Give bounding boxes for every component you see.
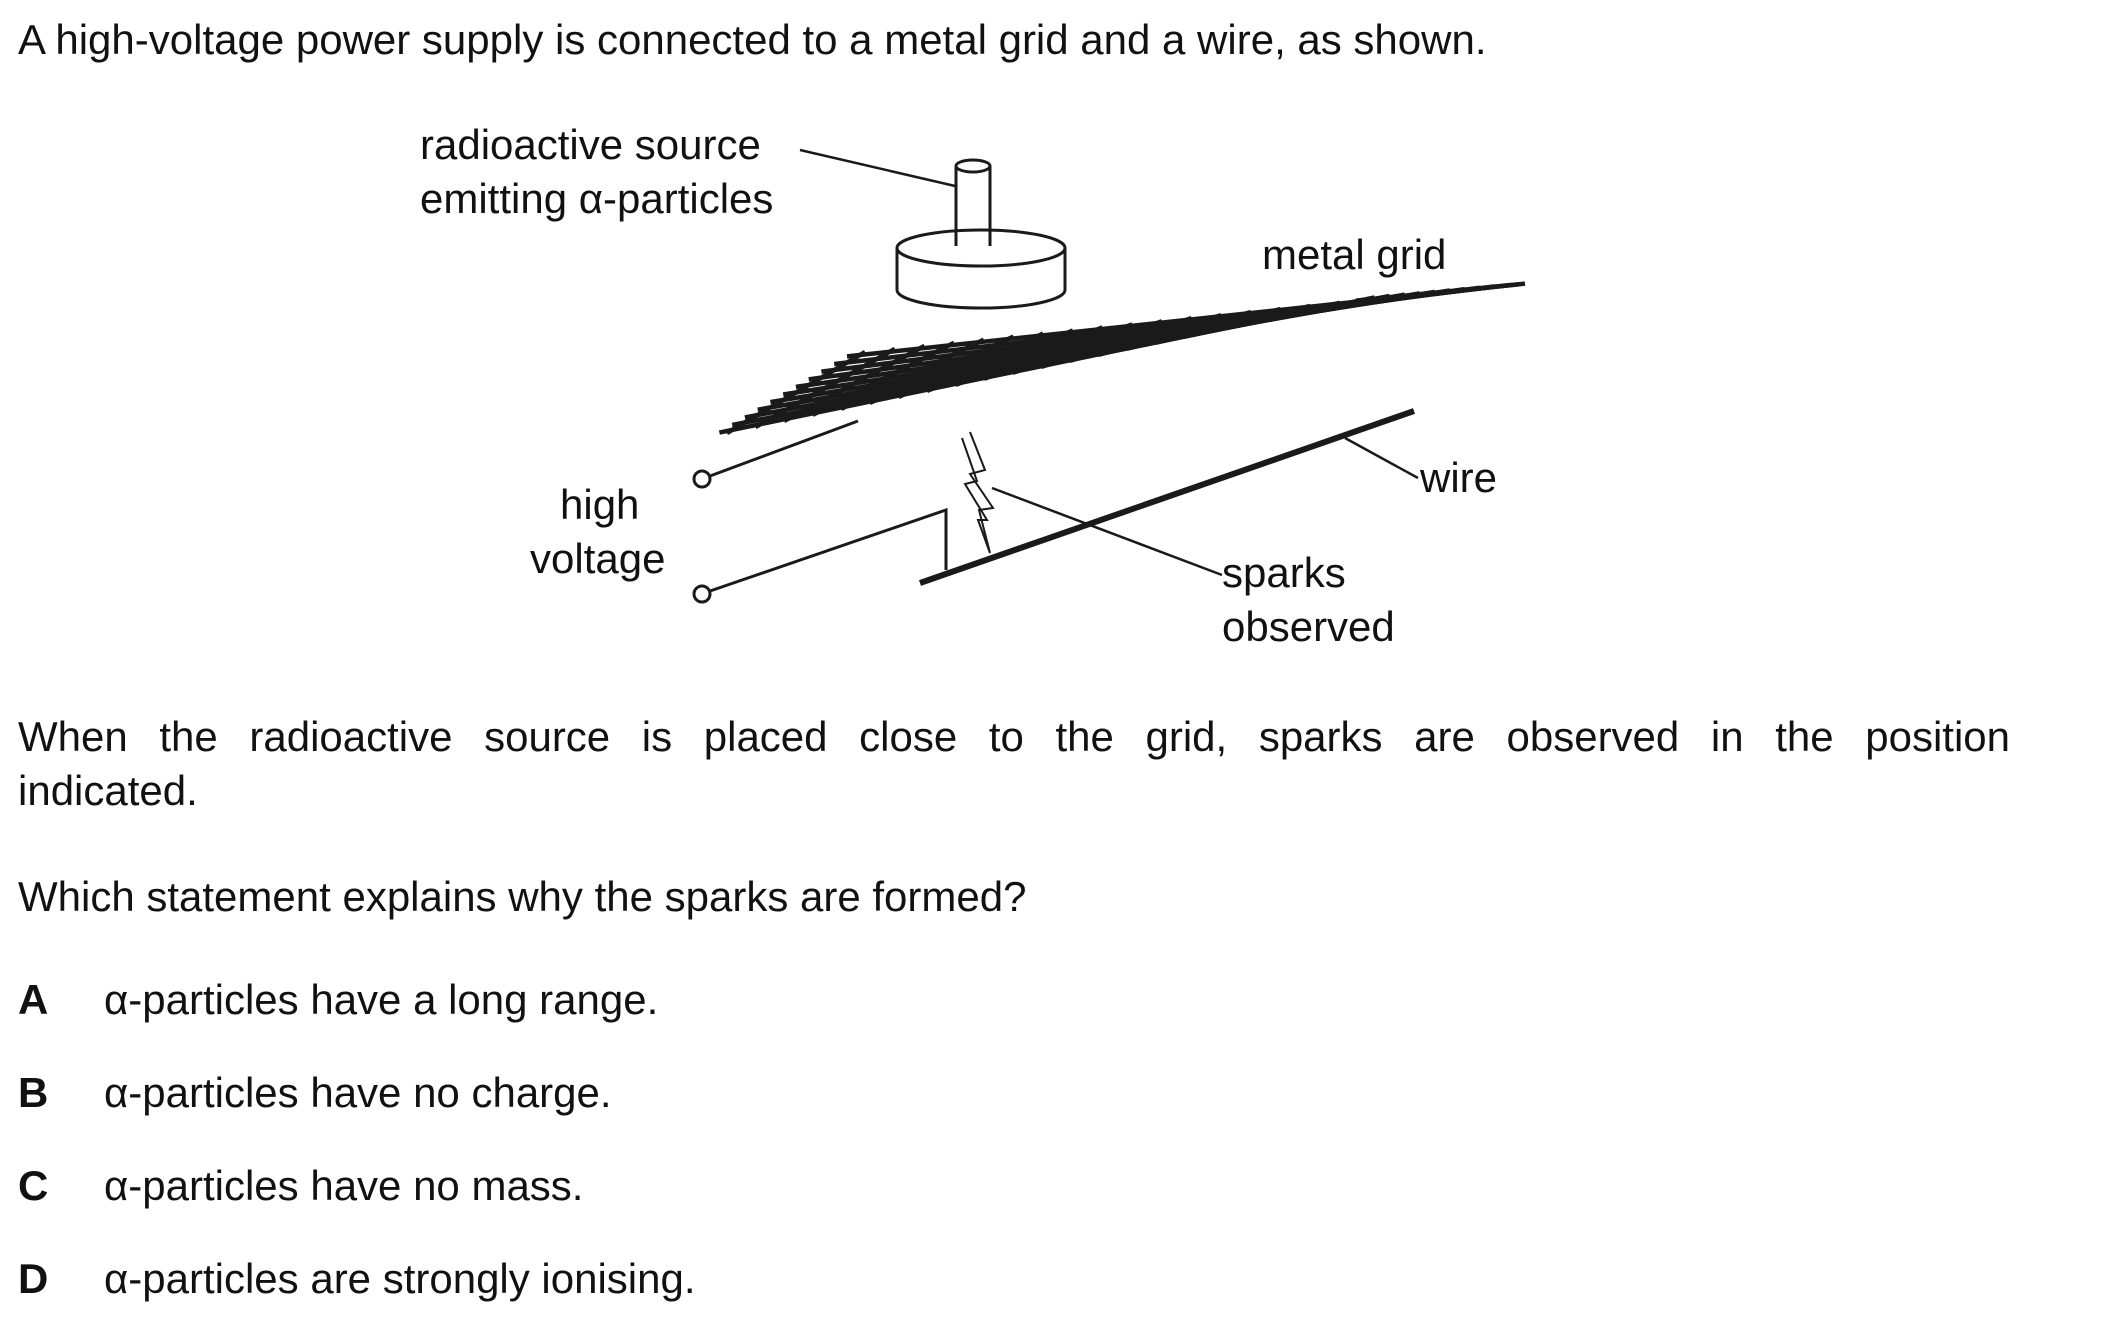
spark — [962, 432, 993, 553]
option-c-letter: C — [18, 1162, 49, 1209]
wire-leader-line — [1345, 438, 1418, 478]
source-label-line1: radioactive source — [420, 121, 761, 168]
metal-grid — [719, 284, 1525, 433]
high-voltage-terminals — [694, 421, 946, 602]
source-leader-line — [800, 150, 955, 186]
option-a-letter: A — [18, 976, 49, 1023]
observation-line2: indicated. — [18, 767, 198, 814]
sparks-leader-line — [992, 488, 1222, 575]
wire-label: wire — [1420, 454, 1498, 501]
sparks-label-line2: observed — [1222, 603, 1395, 650]
question-prompt: Which statement explains why the sparks are formed? — [18, 873, 1027, 920]
source-label-line2: emitting α-particles — [420, 175, 774, 222]
high-voltage-label-line2: voltage — [530, 535, 666, 582]
option-b-letter: B — [18, 1069, 49, 1116]
option-b-text: α-particles have no charge. — [104, 1069, 612, 1116]
high-voltage-label-line1: high — [560, 481, 640, 528]
intro-text: A high-voltage power supply is connected to a metal grid and a wire, as shown. — [18, 16, 1487, 63]
sparks-label-line1: sparks — [1222, 549, 1346, 596]
option-c-text: α-particles have no mass. — [104, 1162, 584, 1209]
observation-line1: When the radioactive source is placed close to the grid, sparks are observed in the position — [18, 713, 2010, 760]
option-d-text: α-particles are strongly ionising. — [104, 1255, 696, 1302]
option-d-letter: D — [18, 1255, 49, 1302]
radioactive-source — [897, 160, 1065, 308]
option-a-text: α-particles have a long range. — [104, 976, 659, 1023]
grid-label: metal grid — [1262, 231, 1447, 278]
